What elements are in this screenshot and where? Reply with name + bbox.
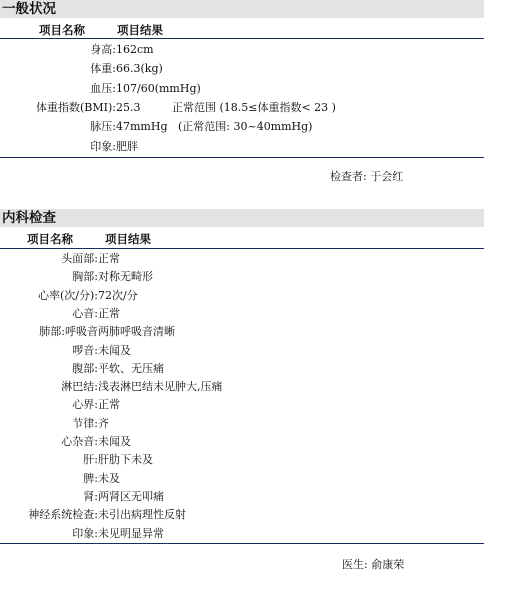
row-value: 未见明显异常 [98,526,164,540]
doctor-signature [342,557,404,573]
section-divider [0,157,484,158]
section-title-general: 一般状况 [0,0,484,18]
column-header-name: 项目名称 [39,23,85,37]
column-header-result: 项目结果 [117,23,163,37]
examiner-name: 于会红 [370,170,404,183]
row-label: 血压: [90,81,116,95]
section-title-internal: 内科检查 [0,209,484,227]
row-value: 肥胖 [116,139,138,153]
row-value: 47mmHg (正常范围: 30~40mmHg) [116,120,313,134]
row-label: 印象: [72,526,98,540]
row-value: 72次/分 [98,288,138,302]
row-value: 未及 [98,471,120,485]
row-label: 体重指数(BMI): [36,100,116,114]
doctor-label: 医生: [342,558,368,571]
row-label: 肾: [83,489,98,503]
row-label: 体重: [90,62,116,76]
examiner-label: 检查者: [330,170,367,183]
row-label: 脾: [83,471,98,485]
row-value: 未闻及 [98,343,131,357]
header-divider [0,38,484,39]
row-value: 肝肋下未及 [98,453,153,467]
row-label: 肝: [83,453,98,467]
row-label: 啰音: [72,343,98,357]
row-label: 神经系统检查: [28,508,98,522]
row-value: 未引出病理性反射 [98,508,186,522]
row-label: 胸部: [72,270,98,284]
examiner-signature [330,169,403,185]
row-value: 正常 [98,306,120,320]
row-value: 正常 [98,252,120,265]
row-label: 脉压: [90,120,116,134]
row-label: 腹部: [72,361,98,375]
row-value: 未闻及 [98,435,131,448]
row-label: 心界: [72,398,98,412]
row-label: 头面部: [61,252,98,265]
row-value: 25.3 正常范围 (18.5≤体重指数< 23 ) [116,100,336,114]
row-value: 两肾区无叩痛 [98,489,164,503]
row-value: 两肺呼吸音清晰 [98,325,175,339]
row-label: 心音: [72,306,98,320]
section-divider [0,543,484,544]
row-value: 平软、无压痛 [98,361,164,375]
row-label: 心杂音: [61,435,98,448]
column-header-name: 项目名称 [27,232,73,246]
header-divider [0,248,484,249]
row-label: 节律: [72,416,98,430]
row-label: 心率(次/分): [38,288,98,302]
row-label: 淋巴结: [61,380,98,394]
row-value: 107/60(mmHg) [116,81,201,95]
column-header-result: 项目结果 [105,232,151,246]
doctor-name: 俞康荣 [371,558,405,571]
row-label: 肺部:呼吸音 [39,325,98,339]
row-value: 66.3(kg) [116,62,163,76]
row-value: 齐 [98,416,109,430]
row-value: 162cm [116,43,154,56]
row-value: 对称无畸形 [98,270,153,284]
row-value: 浅表淋巴结未见肿大,压痛 [98,380,223,394]
row-label: 身高: [90,43,116,56]
row-label: 印象: [90,139,116,153]
row-value: 正常 [98,398,120,412]
